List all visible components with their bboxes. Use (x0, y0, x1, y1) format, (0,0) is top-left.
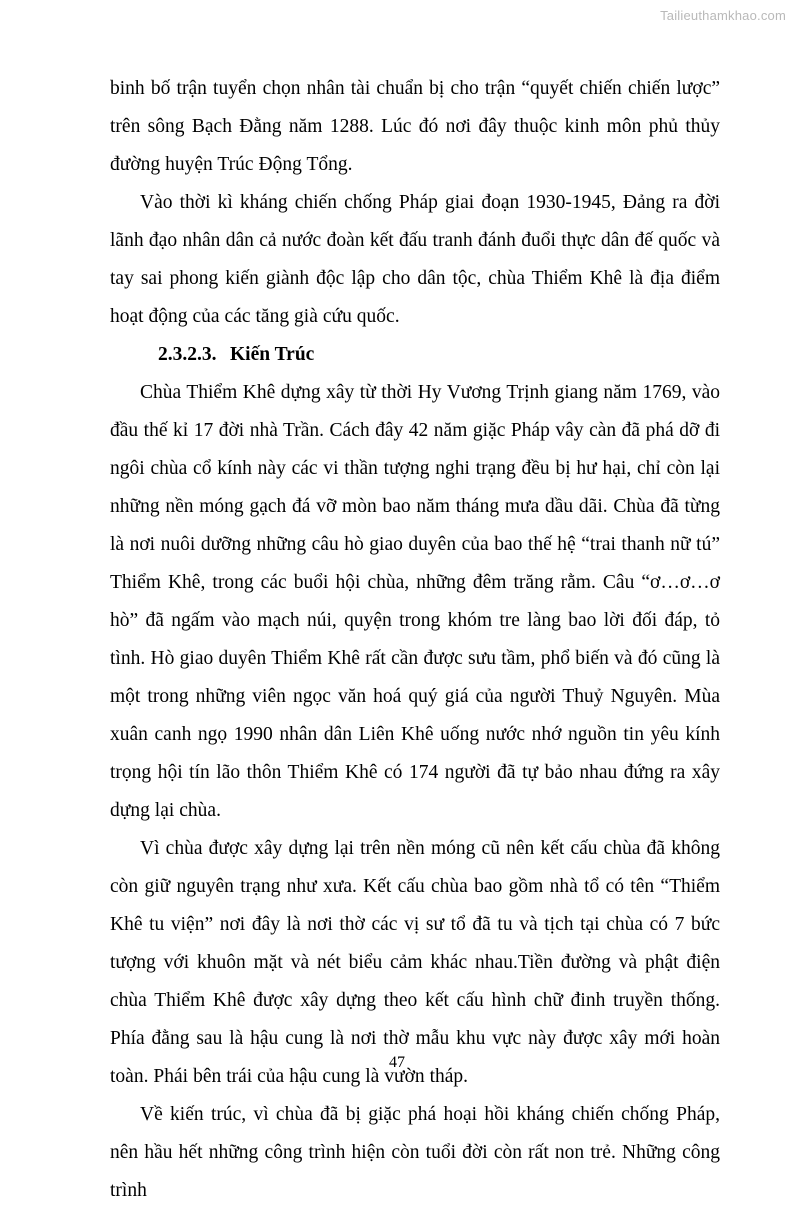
section-number: 2.3.2.3. (158, 344, 217, 365)
page-number: 47 (389, 1054, 405, 1071)
watermark-text: Tailieuthamkhao.com (660, 8, 786, 23)
paragraph-resistance-period: Vào thời kì kháng chiến chống Pháp giai đoạn 1930-1945, Đảng ra đời lãnh đạo nhân dân cả nước đoàn kết đấu tranh đánh đuổi thực dân đế quốc và tay sai phong kiến giành độc lập cho dân tộc, chùa Thiểm Khê là địa điểm hoạt động của các tăng già cứu quốc. (110, 192, 720, 327)
paragraph-temple-history: Chùa Thiểm Khê dựng xây từ thời Hy Vương Trịnh giang năm 1769, vào đầu thế kỉ 17 đời nhà Trần. Cách đây 42 năm giặc Pháp vây càn đã phá dỡ đi ngôi chùa cổ kính này các vi thần tượng nghi trạng đều bị hư hại, chỉ còn lại những nền móng gạch đá vỡ mòn bao năm tháng mưa dầu dãi. Chùa đã từng là nơi nuôi dưỡng những câu hò giao duyên của bao thế hệ “trai thanh nữ tú” Thiểm Khê, trong các buổi hội chùa, những đêm trăng rằm. Câu “ơ…ơ…ơ hò” đã ngấm vào mạch núi, quyện trong khóm tre làng bao lời đối đáp, tỏ tình. Hò giao duyên Thiểm Khê rất cần được sưu tầm, phổ biến và đó cũng là một trong những viên ngọc văn hoá quý giá của người Thuỷ Nguyên. Mùa xuân canh ngọ 1990 nhân dân Liên Khê uống nước nhớ nguồn tin yêu kính trọng hội tín lão thôn Thiểm Khê có 174 người đã tự bảo nhau đứng ra xây dựng lại chùa. (110, 382, 720, 821)
page-content (110, 70, 720, 1210)
paragraph-continuation: binh bố trận tuyển chọn nhân tài chuẩn bị cho trận “quyết chiến chiến lược” trên sông Bạch Đằng năm 1288. Lúc đó nơi đây thuộc kinh môn phủ thủy đường huyện Trúc Động Tổng. (110, 78, 720, 175)
section-heading-architecture (110, 336, 720, 374)
paragraph-architecture-summary: Về kiến trúc, vì chùa đã bị giặc phá hoại hồi kháng chiến chống Pháp, nên hầu hết những công trình hiện còn tuổi đời còn rất non trẻ. Những công trình (110, 1104, 720, 1201)
paragraph-temple-structure: Vì chùa được xây dựng lại trên nền móng cũ nên kết cấu chùa đã không còn giữ nguyên trạng như xưa. Kết cấu chùa bao gồm nhà tổ có tên “Thiểm Khê tu viện” nơi đây là nơi thờ các vị sư tổ đã tu và tịch tại chùa có 7 bức tượng với khuôn mặt và nét biểu cảm khác nhau.Tiền đường và phật điện chùa Thiểm Khê được xây dựng theo kết cấu hình chữ đinh truyền thống. Phía đằng sau là hậu cung là nơi thờ mẫu khu vực này được xây mới hoàn toàn. Phái bên trái của hậu cung là vườn tháp. (110, 838, 720, 1087)
section-title: Kiến Trúc (230, 344, 315, 365)
